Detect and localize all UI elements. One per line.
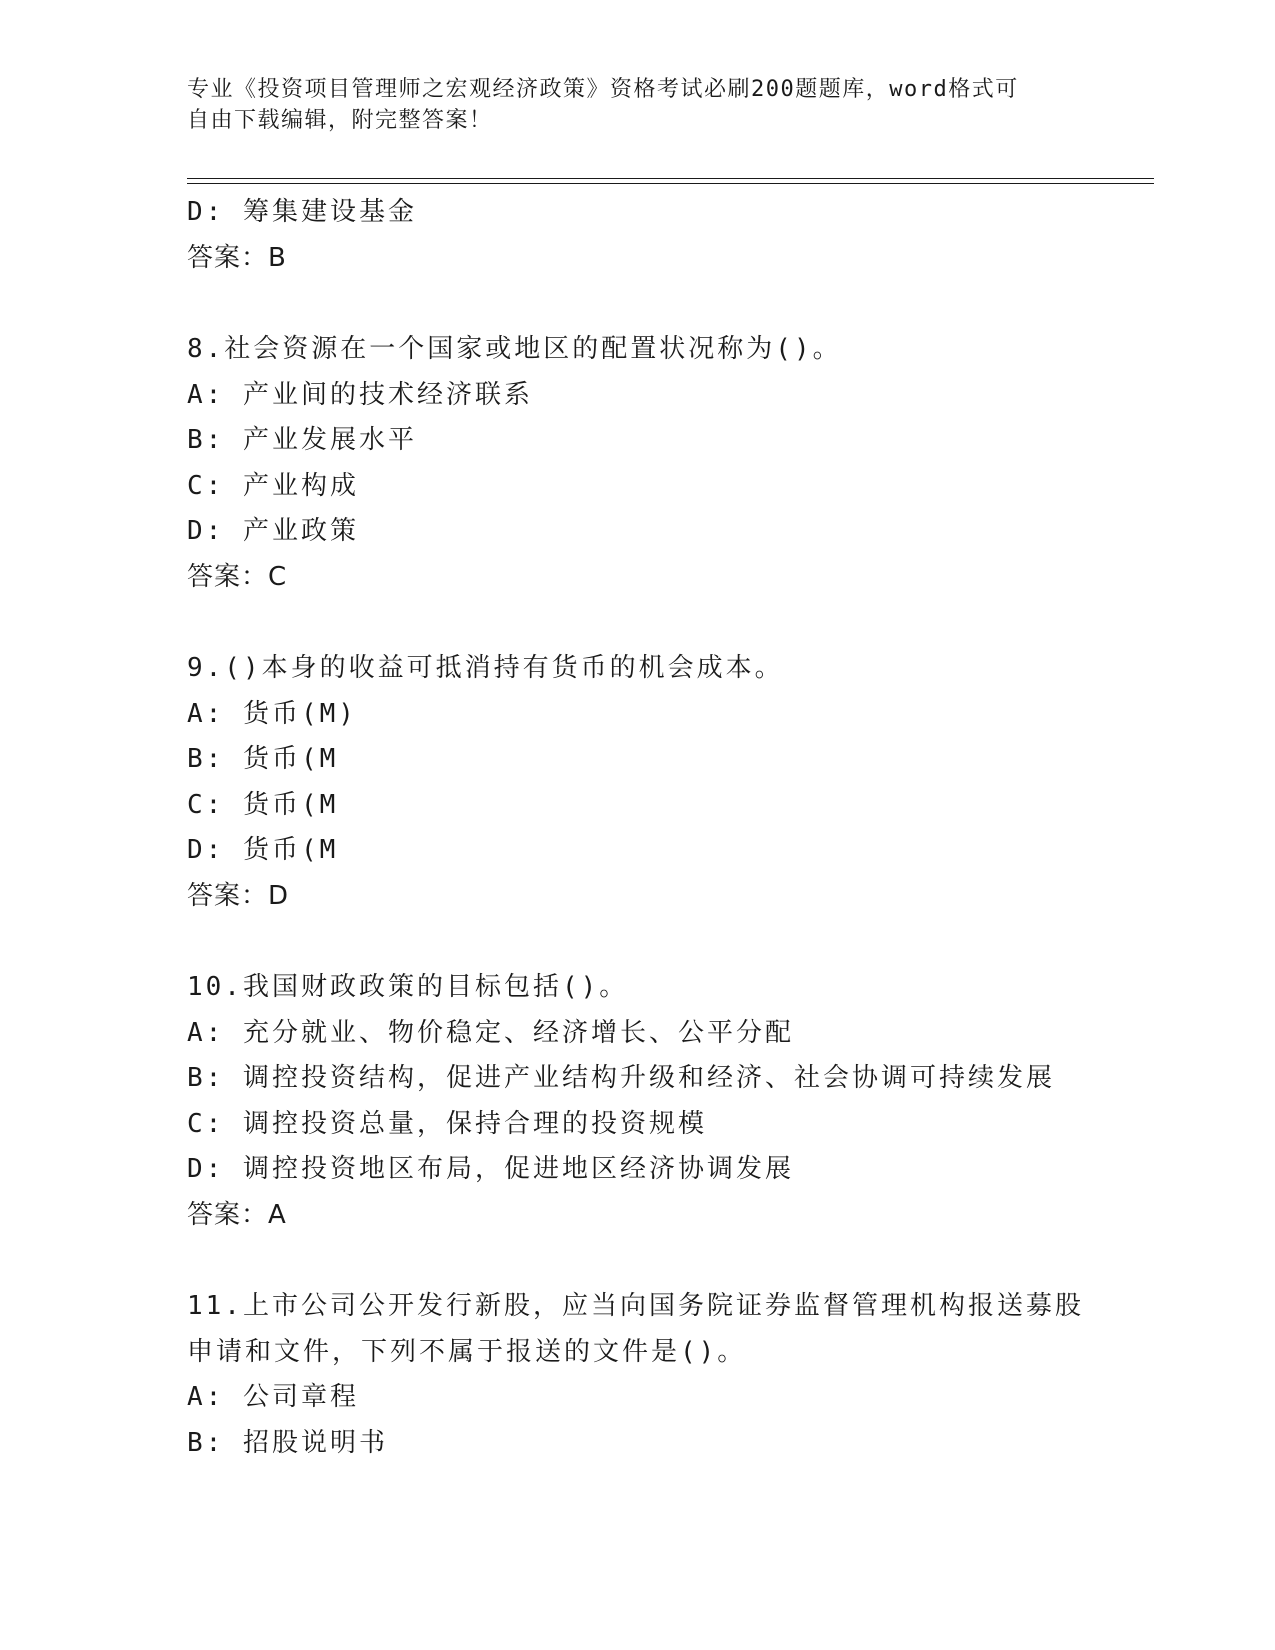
option-a: A: 充分就业、物价稳定、经济增长、公平分配 [187, 1017, 794, 1048]
document-body [187, 190, 1147, 1466]
question-stem: 8.社会资源在一个国家或地区的配置状况称为()。 [187, 334, 842, 364]
answer: 答案：D [187, 880, 290, 911]
option-d: D: 产业政策 [187, 516, 359, 546]
option-c: C: 货币(M [187, 789, 339, 820]
header-line-2: 自由下载编辑，附完整答案！ [187, 108, 493, 133]
question-9 [187, 646, 1147, 919]
option-d: D: 货币(M [187, 835, 339, 865]
answer: 答案：C [187, 561, 288, 592]
question-stem-line-2: 申请和文件，下列不属于报送的文件是()。 [187, 1336, 747, 1367]
spacer [187, 919, 1147, 965]
header-line-1: 专业《投资项目管理师之宏观经济政策》资格考试必刷200题题库，word格式可 [187, 77, 1019, 102]
question-8 [187, 327, 1147, 600]
spacer [187, 1238, 1147, 1284]
option-b: B: 调控投资结构，促进产业结构升级和经济、社会协调可持续发展 [187, 1063, 1055, 1093]
option-c: C: 产业构成 [187, 470, 359, 501]
option-b: B: 产业发展水平 [187, 425, 417, 455]
question-10 [187, 965, 1147, 1238]
question-11 [187, 1284, 1147, 1466]
header-rule-bottom [187, 183, 1154, 184]
header-rule-top [187, 178, 1154, 179]
answer: 答案：B [187, 242, 287, 273]
option-a: A: 产业间的技术经济联系 [187, 379, 533, 410]
option-a: A: 货币(M) [187, 698, 357, 729]
option-b: B: 招股说明书 [187, 1427, 388, 1458]
question-stem: 10.我国财政政策的目标包括()。 [187, 972, 629, 1002]
spacer [187, 281, 1147, 327]
option-d: D: 筹集建设基金 [187, 197, 417, 227]
option-c: C: 调控投资总量，保持合理的投资规模 [187, 1108, 707, 1139]
document-header [187, 74, 1067, 136]
option-a: A: 公司章程 [187, 1382, 359, 1412]
option-b: B: 货币(M [187, 744, 339, 774]
question-stem: 9.()本身的收益可抵消持有货币的机会成本。 [187, 653, 784, 683]
option-d: D: 调控投资地区布局，促进地区经济协调发展 [187, 1154, 794, 1184]
answer: 答案：A [187, 1199, 287, 1230]
question-stem-line-1: 11.上市公司公开发行新股，应当向国务院证券监督管理机构报送募股 [187, 1291, 1084, 1321]
spacer [187, 600, 1147, 646]
